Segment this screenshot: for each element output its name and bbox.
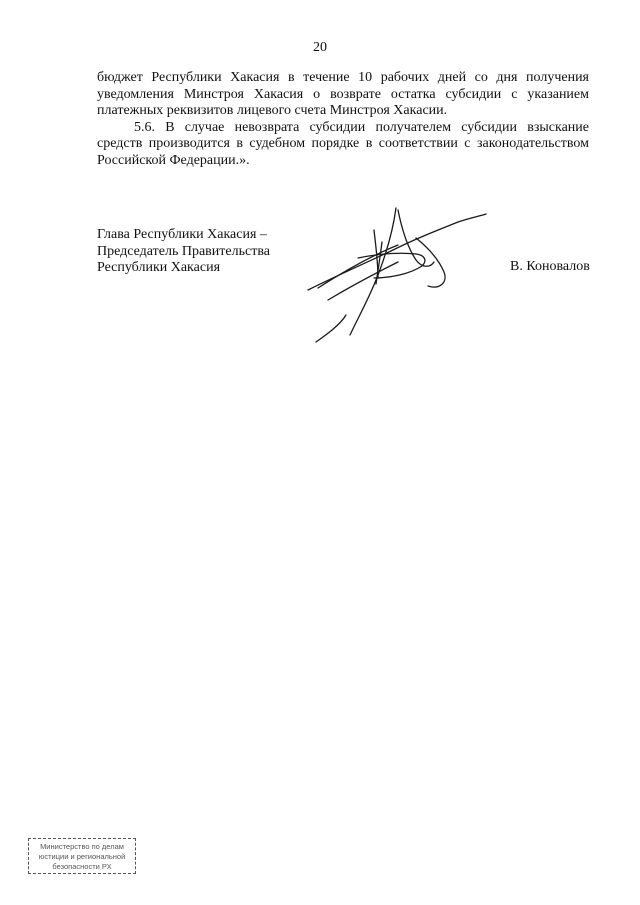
paragraph-continuation: бюджет Республики Хакасия в течение 10 рабочих дней со дня получения уведомления Минстроя Хакасия о возврате остатка субсидии с указанием платежных реквизитов лицевого счета Минстроя Хакасии. xyxy=(97,70,589,118)
stamp-line: Министерство по делам xyxy=(40,842,124,851)
page-number: 20 xyxy=(313,40,327,55)
signatory-title-line: Глава Республики Хакасия – xyxy=(97,227,267,242)
stamp-line: безопасности РХ xyxy=(52,862,112,871)
body-text xyxy=(97,70,589,169)
handwritten-signature xyxy=(298,200,498,350)
registration-stamp xyxy=(28,838,136,874)
signatory-title-line: Республики Хакасия xyxy=(97,260,221,275)
paragraph-5-6: 5.6. В случае невозврата субсидии получателем субсидии взыскание средств производится в судебном порядке в соответствии с законодательством Российской Федерации.». xyxy=(97,119,589,168)
stamp-line: юстиции и региональной xyxy=(38,852,126,861)
signatory-title xyxy=(97,227,317,277)
signatory-name: В. Коновалов xyxy=(510,259,590,274)
signatory-title-line: Председатель Правительства xyxy=(97,243,270,259)
